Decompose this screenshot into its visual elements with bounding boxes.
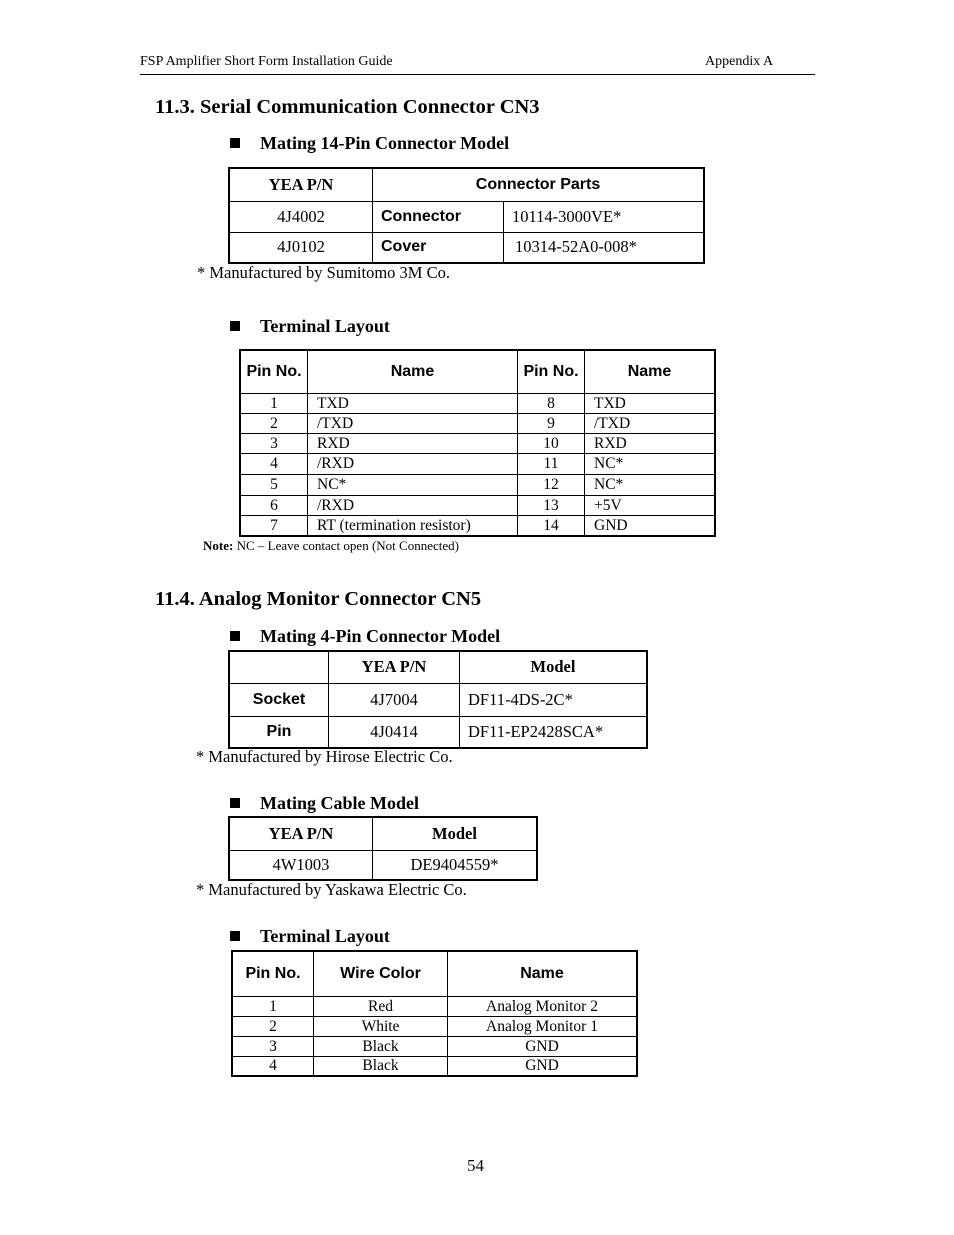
cell-pin: 2 bbox=[232, 1016, 314, 1036]
mating-14pin-heading bbox=[230, 133, 509, 154]
cell-pin: 8 bbox=[518, 393, 585, 413]
cell-name: NC* bbox=[585, 453, 716, 474]
cell-name: TXD bbox=[308, 393, 518, 413]
mating-14pin-table bbox=[228, 167, 705, 264]
col-header-name: Name bbox=[308, 350, 518, 393]
cell-wire-color: Black bbox=[314, 1056, 448, 1076]
table-row bbox=[240, 495, 715, 515]
page-number: 54 bbox=[467, 1156, 484, 1175]
table-row bbox=[240, 453, 715, 474]
cell-pin: 4 bbox=[240, 453, 308, 474]
cell-name: /TXD bbox=[308, 413, 518, 433]
mating-4pin-table bbox=[228, 650, 648, 749]
table-row bbox=[232, 1056, 637, 1076]
cell-name: Analog Monitor 2 bbox=[448, 996, 638, 1016]
cell-pin: 6 bbox=[240, 495, 308, 515]
table-row bbox=[240, 433, 715, 453]
table-row bbox=[240, 474, 715, 495]
col-header-wire-color: Wire Color bbox=[314, 951, 448, 996]
col-header-pin-no: Pin No. bbox=[232, 951, 314, 996]
terminal-layout-table-cn3 bbox=[239, 349, 716, 537]
row-label-pin: Pin bbox=[229, 716, 329, 748]
cell-pin: 14 bbox=[518, 515, 585, 536]
cell-pin: 3 bbox=[240, 433, 308, 453]
cell-pin: 3 bbox=[232, 1036, 314, 1056]
cell-yea-pn: 4J0414 bbox=[329, 716, 460, 748]
heading-text: Terminal Layout bbox=[260, 316, 390, 336]
manufacturer-note-sumitomo: * Manufactured by Sumitomo 3M Co. bbox=[197, 263, 450, 282]
cell-yea-pn: 4J7004 bbox=[329, 683, 460, 716]
cell-pin: 9 bbox=[518, 413, 585, 433]
cell-part-model: 10114-3000VE* bbox=[504, 201, 705, 232]
col-header-name: Name bbox=[448, 951, 638, 996]
cell-yea-pn: 4W1003 bbox=[229, 850, 373, 880]
table-row bbox=[232, 1036, 637, 1056]
cell-pin: 1 bbox=[232, 996, 314, 1016]
mating-cable-heading bbox=[230, 793, 419, 814]
square-bullet-icon bbox=[230, 631, 240, 641]
table-row bbox=[240, 515, 715, 536]
cell-model: DF11-EP2428SCA* bbox=[460, 716, 648, 748]
heading-text: Mating Cable Model bbox=[260, 793, 419, 813]
cell-name: /RXD bbox=[308, 495, 518, 515]
cell-pin: 5 bbox=[240, 474, 308, 495]
terminal-layout-heading-cn3 bbox=[230, 316, 390, 337]
cell-name: RXD bbox=[308, 433, 518, 453]
cell-pin: 13 bbox=[518, 495, 585, 515]
col-header-pin-no: Pin No. bbox=[518, 350, 585, 393]
square-bullet-icon bbox=[230, 798, 240, 808]
cell-name: /TXD bbox=[585, 413, 716, 433]
table-row bbox=[240, 393, 715, 413]
col-header-yea-pn: YEA P/N bbox=[229, 168, 373, 201]
cell-name: RXD bbox=[585, 433, 716, 453]
cell-pin: 7 bbox=[240, 515, 308, 536]
cell-wire-color: White bbox=[314, 1016, 448, 1036]
col-header-yea-pn: YEA P/N bbox=[329, 651, 460, 683]
cell-name: GND bbox=[585, 515, 716, 536]
header-appendix: Appendix A bbox=[705, 54, 774, 69]
cell-pin: 1 bbox=[240, 393, 308, 413]
heading-text: Mating 4-Pin Connector Model bbox=[260, 626, 501, 646]
cell-wire-color: Black bbox=[314, 1036, 448, 1056]
heading-text: Terminal Layout bbox=[260, 926, 390, 946]
cell-name: +5V bbox=[585, 495, 716, 515]
header-title: FSP Amplifier Short Form Installation Guide bbox=[140, 54, 393, 69]
section-title-11-4: 11.4. Analog Monitor Connector CN5 bbox=[155, 588, 482, 610]
col-header-model: Model bbox=[460, 651, 648, 683]
square-bullet-icon bbox=[230, 931, 240, 941]
table-row bbox=[232, 1016, 637, 1036]
mating-4pin-heading bbox=[230, 626, 500, 647]
cell-model: DE9404559* bbox=[373, 850, 538, 880]
cell-name: GND bbox=[448, 1036, 638, 1056]
col-header-yea-pn: YEA P/N bbox=[229, 817, 373, 850]
cell-pin: 12 bbox=[518, 474, 585, 495]
cell-pin: 4 bbox=[232, 1056, 314, 1076]
cell-part-model: 10314-52A0-008* bbox=[504, 232, 705, 263]
manufacturer-note-yaskawa: * Manufactured by Yaskawa Electric Co. bbox=[196, 880, 467, 899]
col-header-connector-parts: Connector Parts bbox=[373, 168, 705, 201]
cell-pin: 11 bbox=[518, 453, 585, 474]
cell-part-type: Cover bbox=[373, 232, 504, 263]
cell-name: RT (termination resistor) bbox=[308, 515, 518, 536]
note-text: NC – Leave contact open (Not Connected) bbox=[236, 538, 459, 553]
row-label-socket: Socket bbox=[229, 683, 329, 716]
heading-text: Mating 14-Pin Connector Model bbox=[260, 133, 510, 153]
terminal-note bbox=[203, 538, 459, 554]
cell-wire-color: Red bbox=[314, 996, 448, 1016]
cell-pin: 10 bbox=[518, 433, 585, 453]
mating-cable-table bbox=[228, 816, 538, 881]
note-label: Note: bbox=[203, 538, 234, 553]
section-title-11-3: 11.3. Serial Communication Connector CN3 bbox=[155, 96, 540, 118]
corner-cell bbox=[229, 651, 329, 683]
cell-yea-pn: 4J0102 bbox=[229, 232, 373, 263]
terminal-layout-table-cn5 bbox=[231, 950, 638, 1077]
cell-name: Analog Monitor 1 bbox=[448, 1016, 638, 1036]
cell-name: GND bbox=[448, 1056, 638, 1076]
col-header-name: Name bbox=[585, 350, 716, 393]
cell-name: NC* bbox=[308, 474, 518, 495]
col-header-pin-no: Pin No. bbox=[240, 350, 308, 393]
manufacturer-note-hirose: * Manufactured by Hirose Electric Co. bbox=[196, 747, 453, 766]
cell-part-type: Connector bbox=[373, 201, 504, 232]
square-bullet-icon bbox=[230, 138, 240, 148]
col-header-model: Model bbox=[373, 817, 538, 850]
cell-model: DF11-4DS-2C* bbox=[460, 683, 648, 716]
square-bullet-icon bbox=[230, 321, 240, 331]
cell-yea-pn: 4J4002 bbox=[229, 201, 373, 232]
cell-pin: 2 bbox=[240, 413, 308, 433]
terminal-layout-heading-cn5 bbox=[230, 926, 390, 947]
cell-name: NC* bbox=[585, 474, 716, 495]
table-row bbox=[232, 996, 637, 1016]
header-divider bbox=[140, 74, 815, 75]
cell-name: TXD bbox=[585, 393, 716, 413]
table-row bbox=[240, 413, 715, 433]
cell-name: /RXD bbox=[308, 453, 518, 474]
